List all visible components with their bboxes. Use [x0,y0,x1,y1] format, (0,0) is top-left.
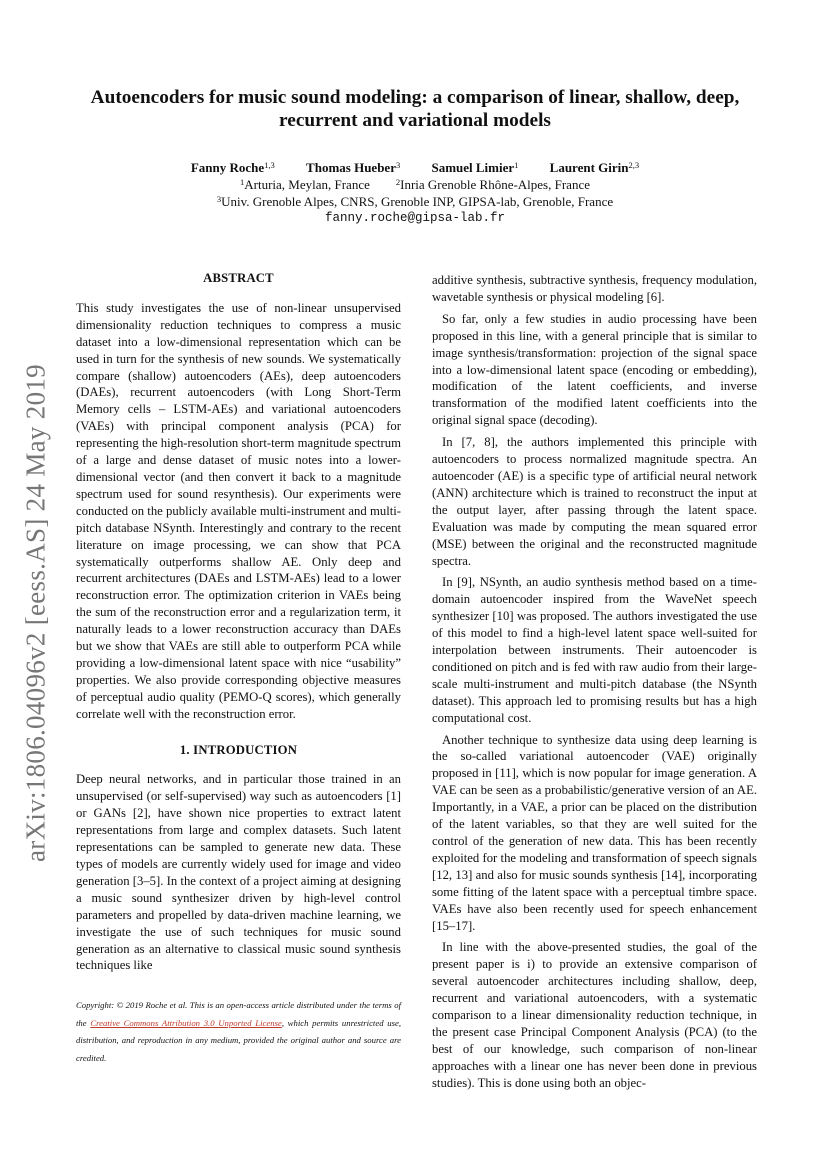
abstract-text: This study investigates the use of non-linear unsupervised dimensionality reduction techniques to compress a music dataset into a low-dimensional representation which can be used in turn for the synthesis of new sounds. We systematically compare (shallow) autoencoders (AEs), deep autoencoders (DAEs), recurrent autoencoders (with Long Short-Term Memory cells – LSTM-AEs) and variational autoencoders (VAEs) with principal component analysis (PCA) for representing the high-resolution short-term magnitude spectrum of a large and dense dataset of music notes into a lower-dimensional vector (and then convert it back to a magnitude spectrum used for sound resynthesis). Our experiments were conducted on the publicly available multi-instrument and multi-pitch database NSynth. Interestingly and contrary to the recent literature on image processing, we can show that PCA systematically outperforms shallow AE. Only deep and recurrent architectures (DAEs and LSTM-AEs) lead to a lower reconstruction error. The optimization criterion in VAEs being the sum of the reconstruction error and a regularization term, it naturally leads to a lower reconstruction accuracy than DAEs but we show that VAEs are still able to outperform PCA while providing a low-dimensional latent space with nice “usability” properties. We also provide corresponding objective measures of perceptual audio quality (PEMO-Q scores), which generally correlate well with the reconstruction error. [76,300,401,721]
body-paragraph: additive synthesis, subtractive synthesis, frequency modulation, wavetable synthesis or physical modeling [6]. [432,273,757,304]
body-paragraph: In line with the above-presented studies, the goal of the present paper is i) to provide an extensive comparison of several autoencoder architectures including shallow, deep, recurrent and variational autoencoders, with a systematic comparison to a linear dimensionality reduction technique, in the present case Principal Component Analysis (PCA) (to the best of our knowledge, such comparison of non-linear approaches with a linear one has never been done in previous studies). This is done using both an objec- [432,940,757,1090]
introduction-paragraph: Deep neural networks, and in particular those trained in an unsupervised (or self-supervised) way such as autoencoders [1] or GANs [2], have shown nice properties to extract latent representations from large and complex datasets. Such latent representations can be sampled to generate new data. These types of models are currently widely used for image and video generation [3–5]. In the context of a project aiming at designing a music sound synthesizer driven by high-level control parameters and propelled by data-driven machine learning, we investigate the use of such techniques for music sound generation as an alternative to classical music sound synthesis techniques like [76,772,401,973]
author-names [70,159,760,176]
affiliation-line-2: $^3$Univ. Grenoble Alpes, CNRS, Grenoble INP, GIPSA-lab, Grenoble, France [216,194,614,209]
introduction-heading: 1. INTRODUCTION [179,742,298,757]
author-email: fanny.roche@gipsa-lab.fr [324,211,506,225]
author-block [70,159,760,227]
arxiv-identifier-text: arXiv:1806.04096v2 [eess.AS] 24 May 2019 [20,364,51,862]
paper-title: Autoencoders for music sound modeling: a comparison of linear, shallow, deep, recurrent and variational models [90,87,740,131]
body-paragraph: In [7, 8], the authors implemented this principle with autoencoders to process normalized magnitude spectra. An autoencoder (AE) is a specific type of artificial neural network (ANN) architecture which is trained to reconstruct the input at the output layer, after passing through the latent space. Evaluation was made by computing the mean squared error (MSE) between the original and the reconstructed magnitude spectra. [432,435,757,568]
left-column [76,270,401,979]
arxiv-identifier [16,353,56,873]
body-paragraph: Another technique to synthesize data using deep learning is the so-called variational autoencoder (VAE) originally proposed in [11], which is now popular for image generation. A VAE can be seen as a probabilistic/generative version of an AE. Importantly, in a VAE, a prior can be placed on the distribution of the latent variables, so that they are well suited for the control of the generation of new data. This has been recently exploited for the modeling and transformation of speech signals [12, 13] and also for music sounds synthesis [14], incorporating some fitting of the latent space with a perceptual timbre space. VAEs have also been recently used for speech enhancement [15–17]. [432,732,757,933]
author: Samuel Limier$^1$ [431,160,519,175]
body-paragraph: In [9], NSynth, an audio synthesis method based on a time-domain autoencoder inspired from the WaveNet speech synthesizer [10] was proposed. The authors investigated the use of this model to find a high-level latent space well-suited for interpolation between instruments. Their autoencoder is conditioned on pitch and is fed with raw audio from their large-scale multi-instrument and multi-pitch database (the NSynth dataset). This approach led to promising results but has a high computational cost. [432,575,757,725]
copyright-notice: Copyright: © 2019 Roche et al. This is an open-access article distributed under the terms of the Creative Commons Attribution 3.0 Unported License, which permits unrestricted use, distribution, and reproduction in any medium, provided the original author and source are credited. [76,1000,401,1063]
license-link[interactable]: Creative Commons Attribution 3.0 Unported License [90,1017,282,1028]
author: Laurent Girin$^{2,3}$ [549,160,640,175]
author: Fanny Roche$^{1,3}$ [190,160,275,175]
body-paragraph: So far, only a few studies in audio processing have been proposed in this line, with a general principle that is similar to image synthesis/transformation: projection of the signal space into a low-dimensional latent space (encoding or embedding), modification of the latent coefficients, and inverse transformation of the modified latent coefficients into the original signal space (decoding). [432,311,757,428]
author: Thomas Hueber$^3$ [306,160,401,175]
abstract-heading: ABSTRACT [203,271,274,285]
right-column [432,272,757,1097]
affiliation-line-1: $^1$Arturia, Meylan, France $^2$Inria Grenoble Rhône-Alpes, France [239,177,590,192]
